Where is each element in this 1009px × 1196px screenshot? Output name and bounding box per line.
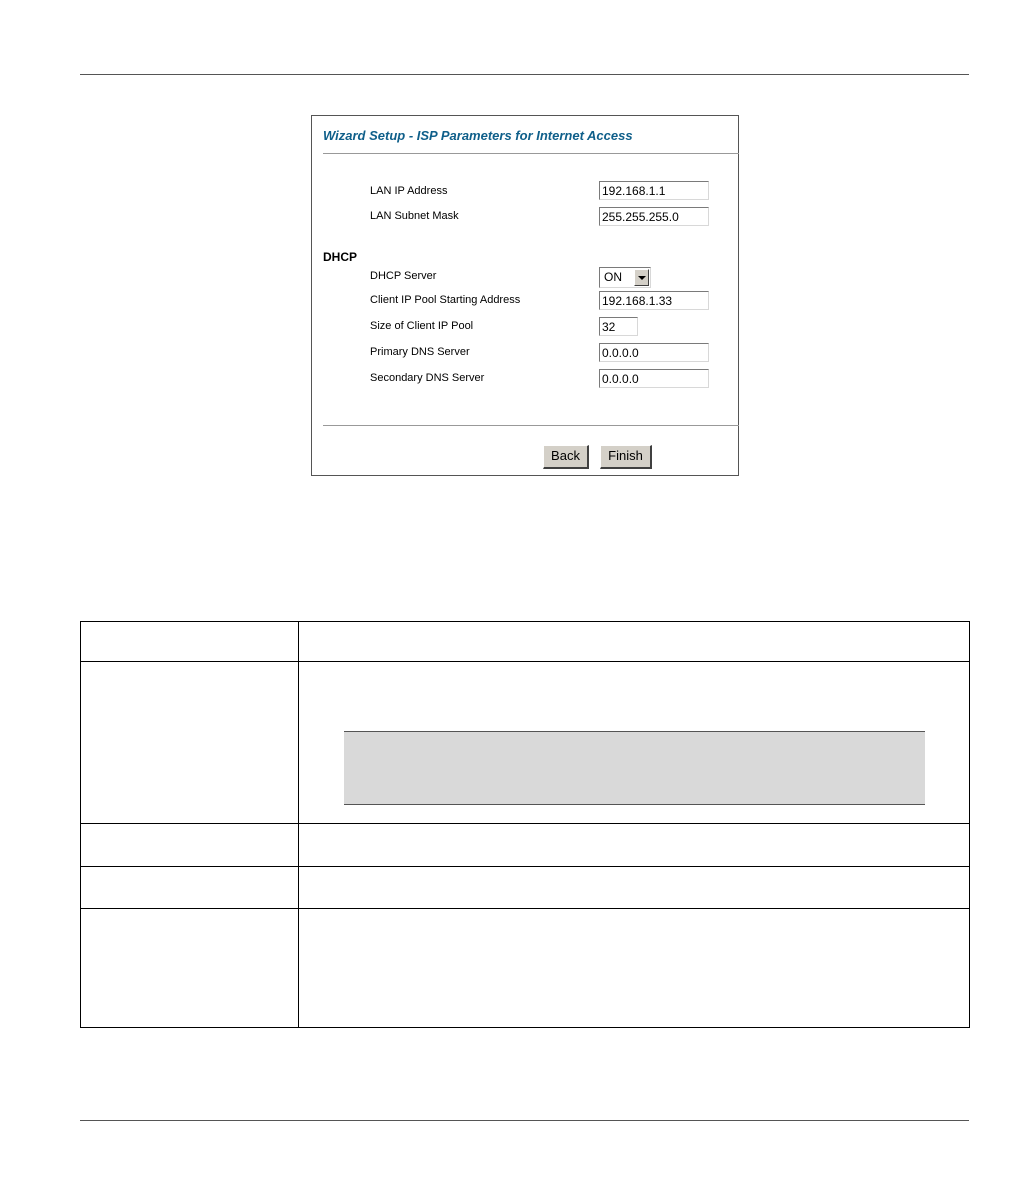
pool-start-input[interactable]: [599, 291, 709, 310]
primary-dns-input[interactable]: [599, 343, 709, 362]
dhcp-server-value: ON: [604, 270, 622, 284]
table-cell: [299, 867, 970, 909]
dhcp-heading: DHCP: [323, 250, 358, 264]
title-divider: [323, 153, 739, 154]
table-row: [81, 909, 970, 1028]
table-row: [81, 622, 970, 662]
table-cell: [81, 622, 299, 662]
secondary-dns-label: Secondary DNS Server: [370, 372, 485, 384]
button-divider: [323, 425, 739, 426]
wizard-dialog: [311, 115, 739, 476]
lan-ip-input[interactable]: [599, 181, 709, 200]
top-divider: [80, 74, 969, 75]
secondary-dns-input[interactable]: [599, 369, 709, 388]
dhcp-server-select[interactable]: [599, 267, 651, 288]
primary-dns-label: Primary DNS Server: [370, 346, 470, 358]
table-row: [81, 867, 970, 909]
bottom-divider: [80, 1120, 969, 1121]
lan-mask-label: LAN Subnet Mask: [370, 210, 459, 222]
pool-size-label: Size of Client IP Pool: [370, 320, 474, 332]
chevron-down-icon[interactable]: [634, 269, 649, 286]
dhcp-server-label: DHCP Server: [370, 270, 437, 282]
back-button[interactable]: Back: [543, 445, 589, 469]
pool-start-label: Client IP Pool Starting Address: [370, 294, 521, 306]
table-cell: [81, 909, 299, 1028]
pool-size-input[interactable]: [599, 317, 638, 336]
description-table: [80, 621, 970, 1028]
table-cell: [299, 909, 970, 1028]
table-cell: [81, 662, 299, 824]
table-cell: [299, 622, 970, 662]
lan-ip-label: LAN IP Address: [370, 185, 448, 197]
table-cell: [81, 867, 299, 909]
dialog-title: Wizard Setup - ISP Parameters for Internet Access: [323, 128, 633, 143]
table-cell: [81, 824, 299, 867]
note-box: [344, 731, 925, 805]
lan-mask-input[interactable]: [599, 207, 709, 226]
table-cell: [299, 824, 970, 867]
finish-button[interactable]: Finish: [600, 445, 652, 469]
table-row: [81, 824, 970, 867]
